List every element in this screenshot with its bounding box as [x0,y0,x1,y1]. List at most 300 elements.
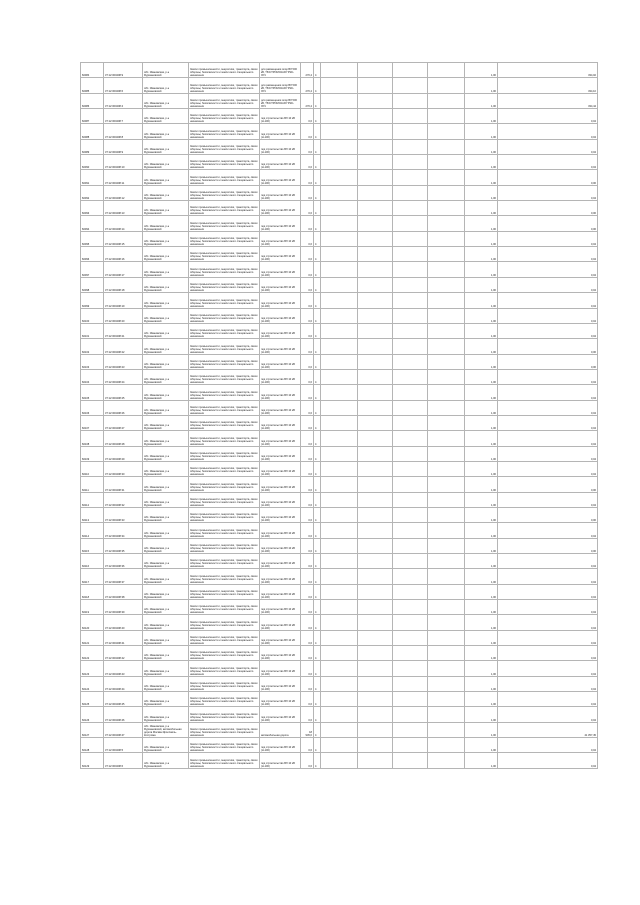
sum-cell: 0,04 [498,554,598,569]
area-cell: 18 945,0 [301,722,314,737]
blank-cell [321,554,358,569]
table-row [81,600,598,615]
parcel-id-cell: 82120 [81,615,104,630]
blank-cell [321,78,358,93]
table-row [81,676,598,691]
blank-cell [358,738,393,753]
land-category-cell: Земли промышленности, энергетики, транспорта, связи обороны, безопасности и земли иного специального назначения [189,431,260,446]
sum-cell: 0,06 [498,354,598,369]
address-cell: обл. Ивановская, р-н Фурмановский [143,753,189,768]
permitted-use-cell: под строительство ВЛ 10 кВ (Н-100) [260,400,301,415]
rate-cell: 1,00 [465,676,498,691]
table-row [81,523,598,538]
blank-cell [358,461,393,476]
rate-cell: 1,00 [465,507,498,522]
cadastral-number-cell: 37:12:000408:5 [104,738,143,753]
rate-cell: 1,00 [465,523,498,538]
unit-code-cell: 4 [314,722,321,737]
blank-cell [393,707,428,722]
area-cell: 0,6 [301,569,314,584]
blank-cell [321,600,358,615]
land-category-cell: Земли промышленности, энергетики, транспорта, связи обороны, безопасности и земли иного специального назначения [189,400,260,415]
blank-cell [321,216,358,231]
blank-cell [358,615,393,630]
permitted-use-cell: автомобильная дорога [260,722,301,737]
cadastral-number-cell: 37:12:000408:8 [104,124,143,139]
land-category-cell: Земли промышленности, энергетики, транспорта, связи обороны, безопасности и земли иного специального назначения [189,584,260,599]
cadastral-number-cell: 37:12:000408:46 [104,707,143,722]
address-cell: обл. Ивановская, р-н Фурмановский [143,201,189,216]
blank-cell [321,139,358,154]
land-category-cell: Земли промышленности, энергетики, транспорта, связи обороны, безопасности и земли иного специального назначения [189,446,260,461]
blank-cell [393,538,428,553]
blank-cell [321,630,358,645]
permitted-use-cell: под строительство ВЛ 10 кВ (Н-100) [260,738,301,753]
area-cell: 0,6 [301,523,314,538]
land-category-cell: Земли промышленности, энергетики, транспорта, связи обороны, безопасности и земли иного специального назначения [189,293,260,308]
permitted-use-cell: под строительство ВЛ 10 кВ (Н-100) [260,231,301,246]
parcel-id-cell: 82095 [81,231,104,246]
address-cell: обл. Ивановская, р-н Фурмановский [143,369,189,384]
unit-code-cell: 4 [314,63,321,78]
parcel-id-cell: 82112 [81,492,104,507]
cadastral-number-cell: 37:12:000408:42 [104,646,143,661]
blank-cell [393,78,428,93]
area-cell: 0,6 [301,155,314,170]
blank-cell [321,262,358,277]
table-row [81,722,598,737]
parcel-id-cell: 82092 [81,185,104,200]
cadastral-number-cell: 37:12:000408:12 [104,185,143,200]
cadastral-number-cell: 37:12:000408:28 [104,431,143,446]
land-category-cell: Земли промышленности, энергетики, транспорта, связи обороны, безопасности и земли иного специального назначения [189,630,260,645]
blank-cell [393,615,428,630]
permitted-use-cell: под строительство ВЛ 10 кВ (Н-100) [260,185,301,200]
blank-cell [393,646,428,661]
blank-cell [428,738,465,753]
sum-cell: 0,04 [498,646,598,661]
unit-code-cell: 4 [314,277,321,292]
permitted-use-cell: под строительство ВЛ 10 кВ (Н-100) [260,523,301,538]
unit-code-cell: 4 [314,415,321,430]
blank-cell [428,385,465,400]
land-category-cell: Земли промышленности, энергетики, транспорта, связи обороны, безопасности и земли иного специального назначения [189,492,260,507]
blank-cell [428,231,465,246]
land-category-cell: Земли промышленности, энергетики, транспорта, связи обороны, безопасности и земли иного специального назначения [189,185,260,200]
land-category-cell: Земли промышленности, энергетики, транспорта, связи обороны, безопасности и земли иного специального назначения [189,569,260,584]
rate-cell: 1,00 [465,630,498,645]
land-category-cell: Земли промышленности, энергетики, транспорта, связи обороны, безопасности и земли иного специального назначения [189,554,260,569]
blank-cell [428,507,465,522]
permitted-use-cell: под строительство ВЛ 10 кВ (Н-100) [260,584,301,599]
unit-code-cell: 4 [314,93,321,108]
parcel-id-cell: 82102 [81,339,104,354]
rate-cell: 1,00 [465,461,498,476]
parcel-id-cell: 82115 [81,538,104,553]
parcel-id-cell: 82122 [81,646,104,661]
blank-cell [321,155,358,170]
land-category-cell: Земли промышленности, энергетики, транспорта, связи обороны, безопасности и земли иного специального назначения [189,461,260,476]
rate-cell: 1,00 [465,707,498,722]
blank-cell [428,753,465,768]
table-row [81,369,598,384]
blank-cell [393,185,428,200]
unit-code-cell: 4 [314,293,321,308]
blank-cell [428,262,465,277]
rate-cell: 1,00 [465,584,498,599]
area-cell: 270,4 [301,63,314,78]
blank-cell [428,415,465,430]
land-category-cell: Земли промышленности, энергетики, транспорта, связи обороны, безопасности и земли иного специального назначения [189,507,260,522]
table-row [81,63,598,78]
land-category-cell: Земли промышленности, энергетики, транспорта, связи обороны, безопасности и земли иного специального назначения [189,692,260,707]
permitted-use-cell: под строительство ВЛ 10 кВ (Н-100) [260,661,301,676]
blank-cell [428,216,465,231]
area-cell: 0,6 [301,400,314,415]
blank-cell [428,139,465,154]
table-row [81,78,598,93]
land-category-cell: Земли промышленности, энергетики, транспорта, связи обороны, безопасности и земли иного специального назначения [189,477,260,492]
land-category-cell: Земли промышленности, энергетики, транспорта, связи обороны, безопасности и земли иного специального назначения [189,247,260,262]
sum-cell: 0,04 [498,661,598,676]
cadastral-number-cell: 37:12:000408:6 [104,78,143,93]
parcel-id-cell: 82103 [81,354,104,369]
parcel-id-cell: 82087 [81,109,104,124]
parcel-id-cell: 82107 [81,415,104,430]
cadastral-number-cell: 37:12:000408:37 [104,569,143,584]
permitted-use-cell: для размещения опор ВЛ 500 кВ, ТЮСТРОМСКАЯ ГРЭС-ЗУЧ [260,93,301,108]
parcel-id-cell: 82098 [81,277,104,292]
permitted-use-cell: под строительство ВЛ 10 кВ (Н-100) [260,630,301,645]
cadastral-number-cell: 37:12:000408:30 [104,461,143,476]
blank-cell [358,753,393,768]
table-row [81,277,598,292]
table-row [81,569,598,584]
blank-cell [358,185,393,200]
blank-cell [393,661,428,676]
blank-cell [358,492,393,507]
blank-cell [358,646,393,661]
area-cell: 0,6 [301,707,314,722]
blank-cell [428,323,465,338]
permitted-use-cell: под строительство ВЛ 10 кВ (Н-100) [260,201,301,216]
rate-cell: 1,00 [465,477,498,492]
blank-cell [321,431,358,446]
cadastral-number-cell: 37:12:000408:9 [104,139,143,154]
unit-code-cell: 4 [314,109,321,124]
sum-cell: 0,04 [498,415,598,430]
blank-cell [321,492,358,507]
land-category-cell: Земли промышленности, энергетики, транспорта, связи обороны, безопасности и земли иного специального назначения [189,216,260,231]
land-category-cell: Земли промышленности, энергетики, транспорта, связи обороны, безопасности и земли иного специального назначения [189,538,260,553]
parcel-id-cell: 82125 [81,692,104,707]
blank-cell [393,446,428,461]
blank-cell [358,93,393,108]
address-cell: обл. Ивановская, р-н Фурмановский [143,323,189,338]
blank-cell [393,170,428,185]
cadastral-number-cell: 37:12:000408:22 [104,339,143,354]
sum-cell: 0,04 [498,446,598,461]
unit-code-cell: 4 [314,216,321,231]
cadastral-number-cell: 37:12:000408:17 [104,262,143,277]
table-row [81,216,598,231]
rate-cell: 1,00 [465,738,498,753]
table-row [81,400,598,415]
cadastral-number-cell: 37:12:000408:11 [104,170,143,185]
address-cell: обл. Ивановская, р-н Фурмановский [143,477,189,492]
area-cell: 0,6 [301,446,314,461]
blank-cell [358,385,393,400]
blank-cell [321,523,358,538]
blank-cell [428,461,465,476]
rate-cell: 1,00 [465,554,498,569]
sum-cell: 0,04 [498,139,598,154]
blank-cell [358,231,393,246]
unit-code-cell: 4 [314,676,321,691]
area-cell: 0,6 [301,646,314,661]
area-cell: 0,6 [301,170,314,185]
address-cell: обл. Ивановская, р-н Фурмановский [143,431,189,446]
parcel-id-cell: 82088 [81,124,104,139]
unit-code-cell: 4 [314,753,321,768]
blank-cell [358,354,393,369]
sum-cell: 0,04 [498,277,598,292]
blank-cell [428,646,465,661]
sum-cell: 0,06 [498,538,598,553]
unit-code-cell: 4 [314,492,321,507]
cadastral-number-cell: 37:12:000408:18 [104,277,143,292]
cadastral-number-cell: 37:12:000408:15 [104,231,143,246]
cadastral-number-cell: 37:12:000408:40 [104,615,143,630]
rate-cell: 1,00 [465,124,498,139]
table-row [81,339,598,354]
permitted-use-cell: под строительство ВЛ 10 кВ (Н-100) [260,354,301,369]
land-category-cell: Земли промышленности, энергетики, транспорта, связи обороны, безопасности и земли иного специального назначения [189,615,260,630]
blank-cell [393,753,428,768]
sum-cell: 0,06 [498,507,598,522]
sum-cell: 0,06 [498,201,598,216]
land-category-cell: Земли промышленности, энергетики, транспорта, связи обороны, безопасности и земли иного специального назначения [189,139,260,154]
table-row [81,661,598,676]
parcel-id-cell: 82109 [81,446,104,461]
sum-cell: 0,04 [498,369,598,384]
blank-cell [428,569,465,584]
land-category-cell: Земли промышленности, энергетики, транспорта, связи обороны, безопасности и земли иного специального назначения [189,124,260,139]
blank-cell [321,231,358,246]
blank-cell [428,78,465,93]
sum-cell: 0,04 [498,231,598,246]
cadastral-number-cell: 37:12:000408:24 [104,369,143,384]
table-row [81,201,598,216]
address-cell: обл. Ивановская, р-н Фурмановский [143,170,189,185]
blank-cell [393,431,428,446]
land-category-cell: Земли промышленности, энергетики, транспорта, связи обороны, безопасности и земли иного специального назначения [189,339,260,354]
blank-cell [393,569,428,584]
blank-cell [321,185,358,200]
blank-cell [358,477,393,492]
blank-cell [321,753,358,768]
area-cell: 0,6 [301,354,314,369]
blank-cell [393,369,428,384]
permitted-use-cell: для размещения опор ВЛ 500 кВ, ТЮСТРОМСКАЯ ГРЭС-ЗУЧ [260,78,301,93]
address-cell: обл. Ивановская, р-н Фурмановский [143,308,189,323]
blank-cell [321,385,358,400]
unit-code-cell: 4 [314,446,321,461]
unit-code-cell: 4 [314,523,321,538]
land-category-cell: Земли промышленности, энергетики, транспорта, связи обороны, безопасности и земли иного специального назначения [189,753,260,768]
sum-cell: 0,04 [498,185,598,200]
rate-cell: 1,00 [465,753,498,768]
cadastral-number-cell: 37:12:000408:19 [104,293,143,308]
address-cell: обл. Ивановская, р-н Фурмановский [143,569,189,584]
table-row [81,492,598,507]
cadastral-number-cell: 37:12:000408:16 [104,247,143,262]
rate-cell: 1,00 [465,538,498,553]
sum-cell: 0,04 [498,492,598,507]
unit-code-cell: 4 [314,554,321,569]
blank-cell [358,707,393,722]
blank-cell [321,339,358,354]
blank-cell [321,201,358,216]
unit-code-cell: 4 [314,600,321,615]
cadastral-number-cell: 37:12:000408:36 [104,554,143,569]
cadastral-number-cell: 37:12:000408:43 [104,661,143,676]
area-cell: 0,6 [301,308,314,323]
blank-cell [358,247,393,262]
sum-cell: 0,06 [498,477,598,492]
blank-cell [321,661,358,676]
area-cell: 0,6 [301,247,314,262]
cadastral-number-cell: 37:12:000408:13 [104,201,143,216]
cadastral-number-cell: 37:12:000408:45 [104,692,143,707]
blank-cell [321,109,358,124]
sum-cell: 0,04 [498,569,598,584]
blank-cell [321,293,358,308]
blank-cell [321,308,358,323]
unit-code-cell: 4 [314,124,321,139]
address-cell: обл. Ивановская, р-н Фурмановский [143,400,189,415]
unit-code-cell: 4 [314,247,321,262]
blank-cell [428,446,465,461]
blank-cell [428,584,465,599]
cadastral-number-cell: 37:12:000408:32 [104,492,143,507]
rate-cell: 1,00 [465,569,498,584]
blank-cell [393,461,428,476]
rate-cell: 1,00 [465,63,498,78]
area-cell: 0,6 [301,461,314,476]
table-row [81,185,598,200]
area-cell: 0,6 [301,630,314,645]
blank-cell [428,63,465,78]
table-row [81,615,598,630]
table-row [81,170,598,185]
blank-cell [358,415,393,430]
blank-cell [321,354,358,369]
address-cell: обл. Ивановская, р-н Фурмановский [143,676,189,691]
cadastral-number-cell: 37:12:000408:14 [104,216,143,231]
area-cell: 0,6 [301,507,314,522]
unit-code-cell: 4 [314,461,321,476]
parcel-id-cell: 82096 [81,247,104,262]
blank-cell [393,231,428,246]
table-row [81,477,598,492]
blank-cell [321,477,358,492]
table-row [81,692,598,707]
cadastral-number-cell: 37:12:000408:34 [104,523,143,538]
area-cell: 0,6 [301,492,314,507]
unit-code-cell: 4 [314,323,321,338]
area-cell: 0,6 [301,385,314,400]
cadastral-number-cell: 37:12:000408:38 [104,584,143,599]
area-cell: 0,6 [301,584,314,599]
rate-cell: 1,00 [465,216,498,231]
blank-cell [428,369,465,384]
blank-cell [428,600,465,615]
blank-cell [321,615,358,630]
land-category-cell: Земли промышленности, энергетики, транспорта, связи обороны, безопасности и земли иного специального назначения [189,323,260,338]
address-cell: обл. Ивановская, р-н Фурмановский [143,277,189,292]
blank-cell [393,523,428,538]
unit-code-cell: 4 [314,630,321,645]
cadastral-number-cell: 37:12:000408:44 [104,676,143,691]
area-cell: 0,6 [301,615,314,630]
blank-cell [393,738,428,753]
blank-cell [321,646,358,661]
unit-code-cell: 4 [314,262,321,277]
cadastral-number-cell: 37:12:000408:29 [104,446,143,461]
blank-cell [358,600,393,615]
area-cell: 0,6 [301,293,314,308]
parcel-id-cell: 82099 [81,293,104,308]
blank-cell [393,354,428,369]
rate-cell: 1,00 [465,661,498,676]
parcel-id-cell: 82119 [81,600,104,615]
sum-cell: 0,04 [498,155,598,170]
sum-cell: 0,04 [498,293,598,308]
unit-code-cell: 4 [314,155,321,170]
table-row [81,538,598,553]
blank-cell [428,400,465,415]
land-category-cell: Земли промышленности, энергетики, транспорта, связи обороны, безопасности и земли иного специального назначения [189,722,260,737]
cadastral-number-cell: 37:12:000408:9 [104,63,143,78]
blank-cell [358,584,393,599]
parcel-id-cell: 82097 [81,262,104,277]
blank-cell [428,523,465,538]
area-cell: 0,6 [301,600,314,615]
address-cell: обл. Ивановская, р-н Фурмановский [143,538,189,553]
land-category-cell: Земли промышленности, энергетики, транспорта, связи обороны, безопасности и земли иного специального назначения [189,738,260,753]
parcel-id-cell: 82100 [81,308,104,323]
address-cell: обл. Ивановская, р-н Фурмановский [143,600,189,615]
permitted-use-cell: под строительство ВЛ 10 кВ (Н-100) [260,569,301,584]
sum-cell: 0,06 [498,170,598,185]
cadastral-number-cell: 37:12:000408:26 [104,400,143,415]
address-cell: обл. Ивановская, р-н Фурмановский [143,507,189,522]
permitted-use-cell: под строительство ВЛ 10 кВ (Н-100) [260,676,301,691]
cadastral-number-cell: 37:12:000408:39 [104,600,143,615]
area-cell: 0,6 [301,124,314,139]
land-category-cell: Земли промышленности, энергетики, транспорта, связи обороны, безопасности и земли иного специального назначения [189,109,260,124]
blank-cell [358,308,393,323]
area-cell: 0,6 [301,431,314,446]
blank-cell [321,277,358,292]
unit-code-cell: 4 [314,385,321,400]
blank-cell [358,170,393,185]
blank-cell [393,630,428,645]
address-cell: обл. Ивановская, р-н Фурмановский [143,692,189,707]
area-cell: 0,6 [301,262,314,277]
area-cell: 0,6 [301,676,314,691]
